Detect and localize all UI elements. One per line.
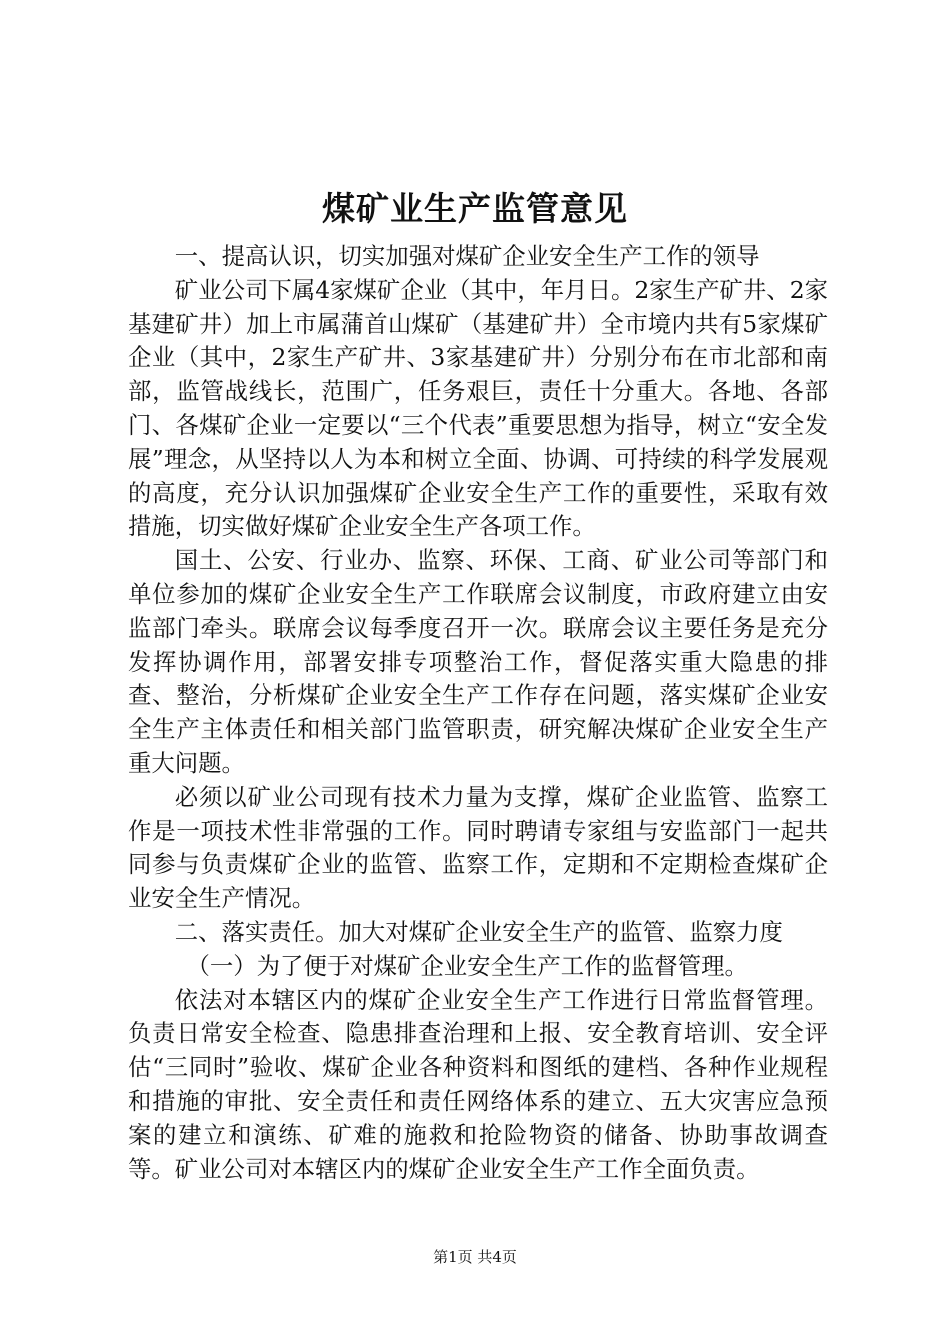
body-paragraph: 矿业公司下属4家煤矿企业（其中，年月日。2家生产矿井、2家基建矿井）加上市属蒲首山煤矿（基建矿井）全市境内共有5家煤矿企业（其中，2家生产矿井、3家基建矿井）分别分布在市北部和南部，监管战线长，范围广，任务艰巨，责任十分重大。各地、各部门、各煤矿企业一定要以“三个代表”重要思想为指导，树立“安全发展”理念，从坚持以人为本和树立全面、协调、可持续的科学发展观的高度，充分认识加强煤矿企业安全生产工作的重要性，采取有效措施，切实做好煤矿企业安全生产各项工作。 xyxy=(128,275,828,541)
section-heading-1: 一、提高认识，切实加强对煤矿企业安全生产工作的领导 xyxy=(174,242,760,270)
body-paragraph: 依法对本辖区内的煤矿企业安全生产工作进行日常监督管理。负责日常安全检查、隐患排查治理和上报、安全教育培训、安全评估“三同时”验收、煤矿企业各种资料和图纸的建档、各种作业规程和措施的审批、安全责任和责任网络体系的建立、五大灾害应急预案的建立和演练、矿难的施救和抢险物资的储备、协助事故调查等。矿业公司对本辖区内的煤矿企业安全生产工作全面负责。 xyxy=(128,985,828,1183)
page-footer: 第1页 共4页 xyxy=(433,1248,517,1266)
sub-heading-1: （一）为了便于对煤矿企业安全生产工作的监督管理。 xyxy=(186,951,748,980)
body-paragraph: 必须以矿业公司现有技术力量为支撑，煤矿企业监管、监察工作是一项技术性非常强的工作。同时聘请专家组与安监部门一起共同参与负责煤矿企业的监管、监察工作，定期和不定期检查煤矿企业安全生产情况。 xyxy=(128,782,828,913)
document-body xyxy=(128,240,828,1186)
section-heading-2: 二、落实责任。加大对煤矿企业安全生产的监管、监察力度 xyxy=(174,917,783,946)
body-paragraph: 国土、公安、行业办、监察、环保、工商、矿业公司等部门和单位参加的煤矿企业安全生产工作联席会议制度，市政府建立由安监部门牵头。联席会议每季度召开一次。联席会议主要任务是充分发挥协调作用，部署安排专项整治工作，督促落实重大隐患的排查、整治，分析煤矿企业安全生产工作存在问题，落实煤矿企业安全生产主体责任和相关部门监管职责，研究解决煤矿企业安全生产重大问题。 xyxy=(128,546,828,777)
page-title: 煤矿业生产监管意见 xyxy=(322,189,628,228)
